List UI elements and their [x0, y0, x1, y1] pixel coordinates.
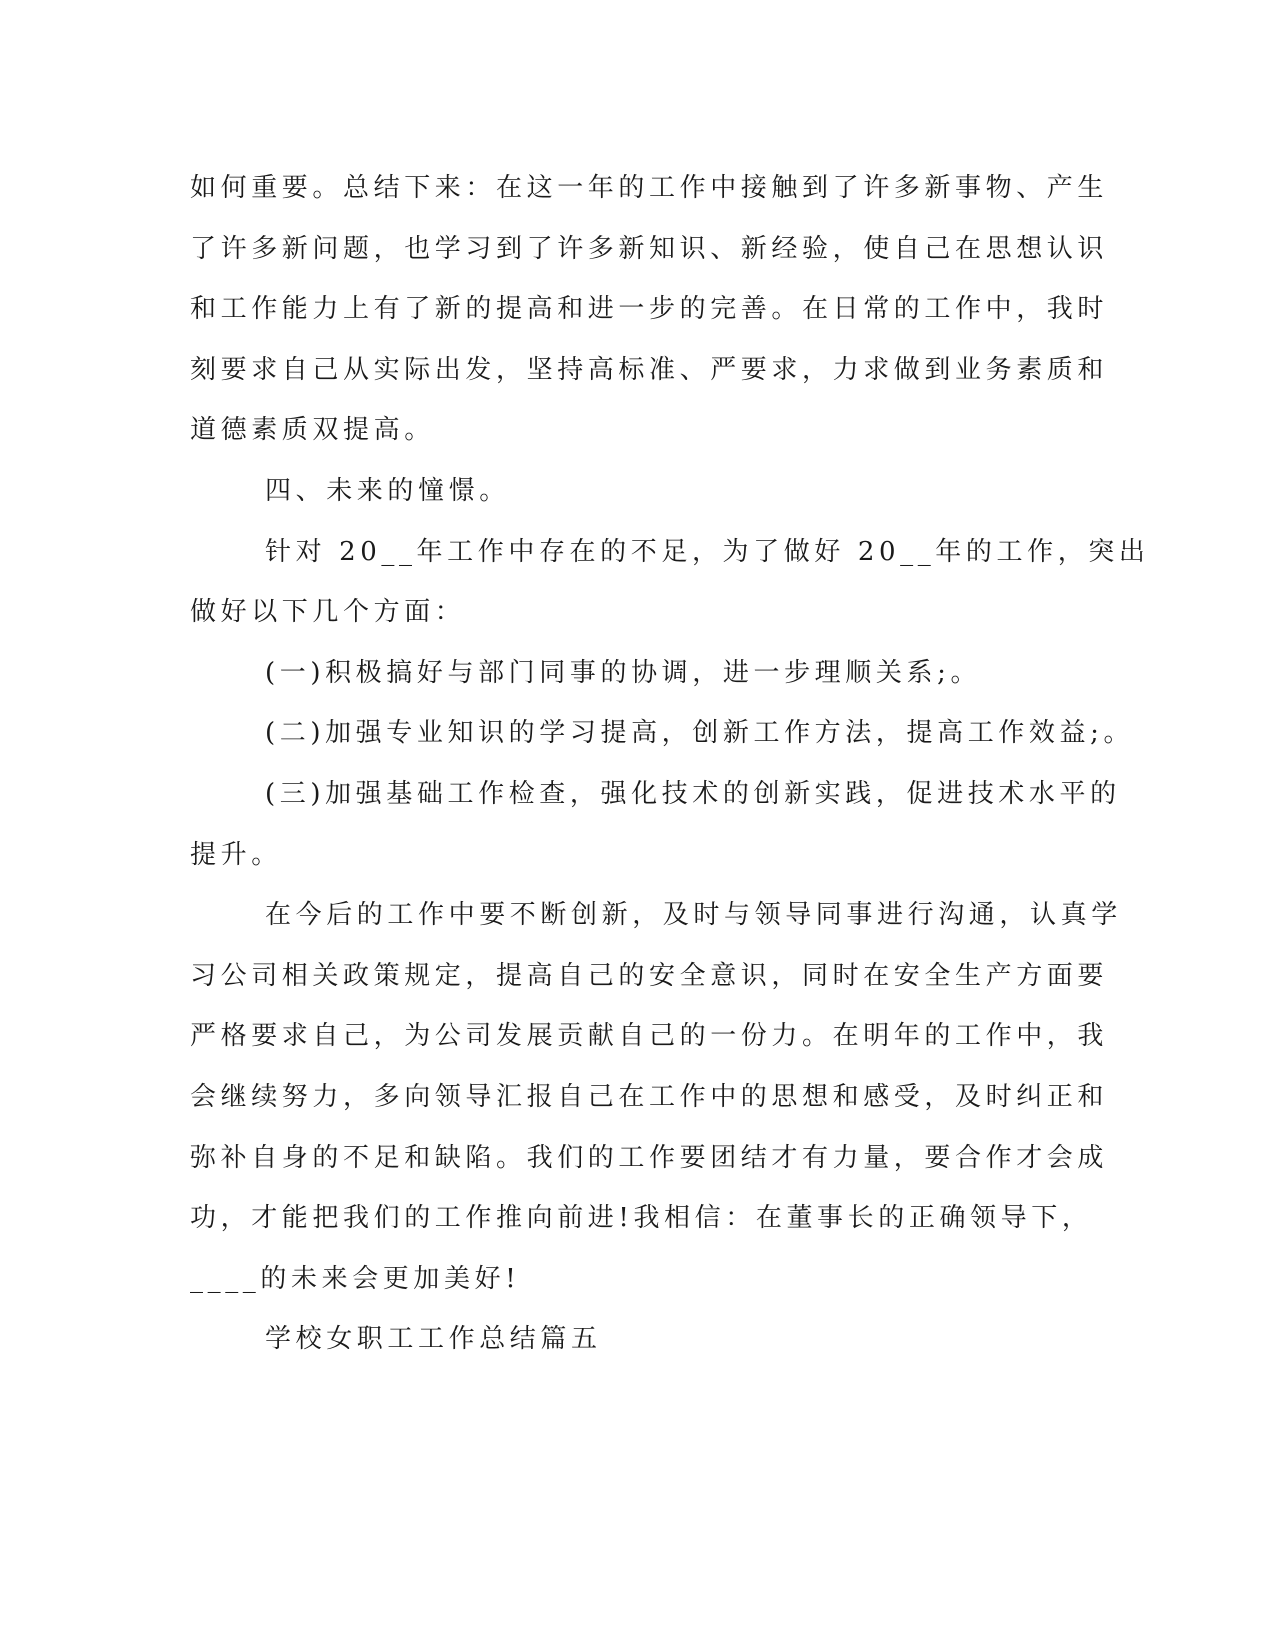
- text-line: (一)积极搞好与部门同事的协调，进一步理顺关系;。: [265, 657, 982, 688]
- document-body: [190, 158, 1150, 1370]
- text-line: ____的未来会更加美好!: [190, 1263, 521, 1294]
- list-item-two: [190, 703, 1135, 764]
- text-line: (二)加强专业知识的学习提高，创新工作方法，提高工作效益;。: [265, 718, 1135, 749]
- text-line: 在今后的工作中要不断创新，及时与领导同事进行沟通，认真学: [265, 900, 1122, 931]
- text-line: 四、未来的憧憬。: [265, 475, 510, 506]
- text-line: 弥补自身的不足和缺陷。我们的工作要团结才有力量，要合作才会成: [190, 1142, 1109, 1173]
- text-line: 和工作能力上有了新的提高和进一步的完善。在日常的工作中，我时: [190, 294, 1109, 325]
- text-line: 习公司相关政策规定，提高自己的安全意识，同时在安全生产方面要: [190, 960, 1109, 991]
- text-line: 针对 20__年工作中存在的不足，为了做好 20__年的工作，突出: [265, 536, 1150, 567]
- paragraph-intro: [190, 522, 1150, 643]
- list-item-three: [190, 764, 1121, 885]
- text-line: 提升。: [190, 839, 282, 870]
- text-line: 严格要求自己，为公司发展贡献自己的一份力。在明年的工作中，我: [190, 1021, 1109, 1052]
- text-line: 如何重要。总结下来：在这一年的工作中接触到了许多新事物、产生: [190, 173, 1109, 203]
- text-line: 功，才能把我们的工作推向前进!我相信：在董事长的正确领导下，: [190, 1203, 1093, 1234]
- text-line: 刻要求自己从实际出发，坚持高标准、严要求，力求做到业务素质和: [190, 354, 1109, 385]
- paragraph-continuation: [190, 158, 1109, 461]
- list-item-one: [190, 643, 1070, 704]
- text-line: 道德素质双提高。: [190, 415, 435, 446]
- text-line: 学校女职工工作总结篇五: [265, 1324, 602, 1355]
- next-section-title: [190, 1309, 1070, 1370]
- text-line: 做好以下几个方面：: [190, 597, 466, 628]
- paragraph-closing: [190, 885, 1122, 1309]
- text-line: 了许多新问题，也学习到了许多新知识、新经验，使自己在思想认识: [190, 233, 1109, 264]
- section-heading: [190, 461, 1070, 522]
- text-line: 会继续努力，多向领导汇报自己在工作中的思想和感受，及时纠正和: [190, 1081, 1109, 1112]
- text-line: (三)加强基础工作检查，强化技术的创新实践，促进技术水平的: [265, 778, 1121, 809]
